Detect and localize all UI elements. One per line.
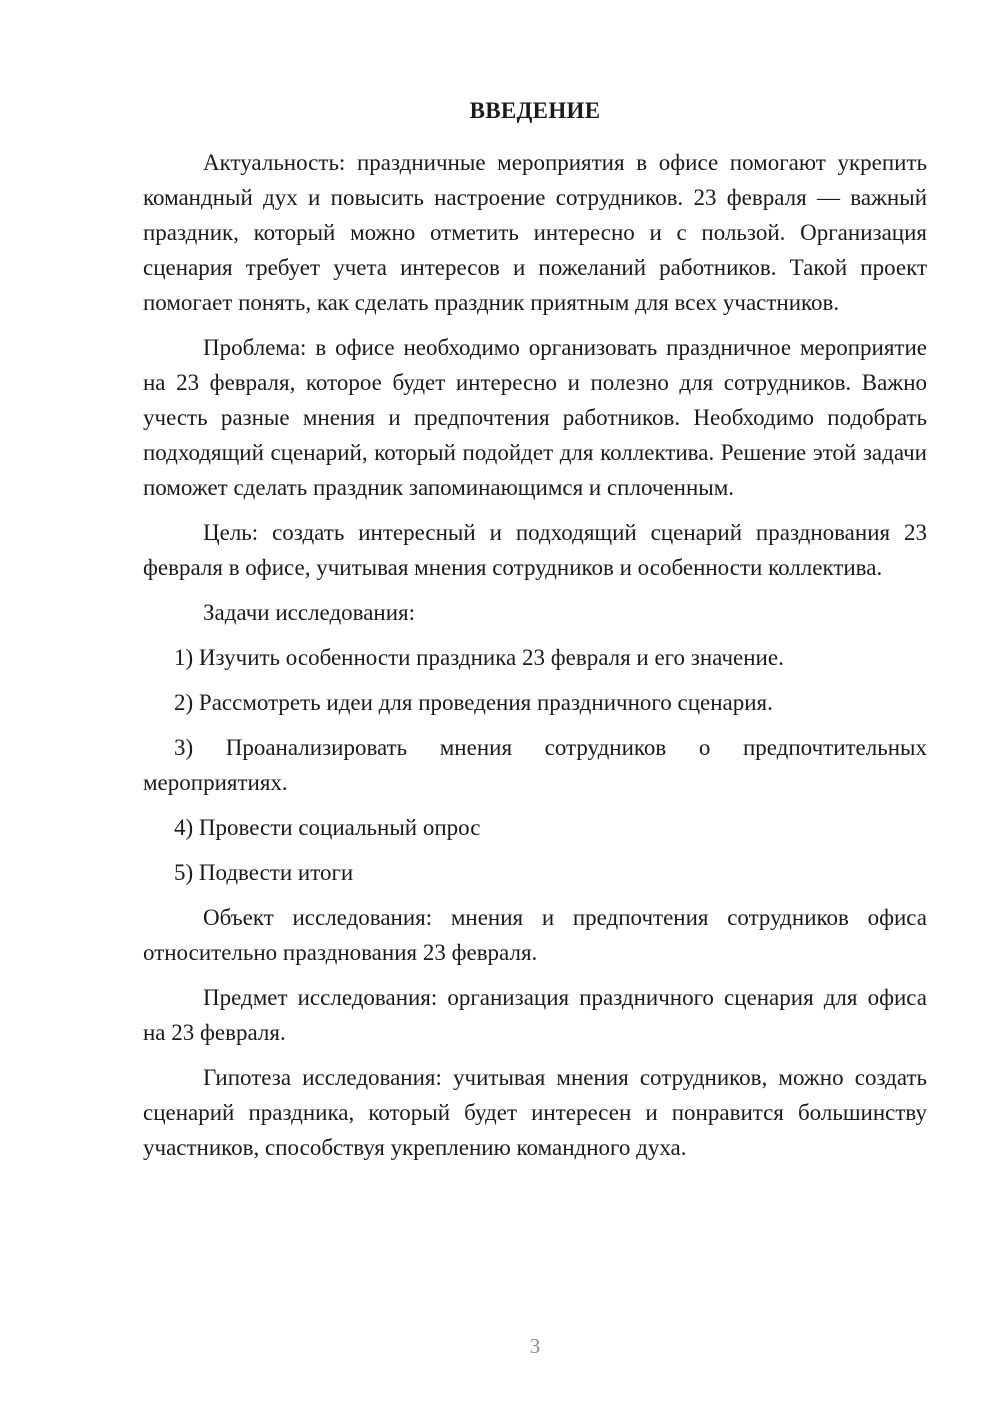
object-paragraph: Объект исследования: мнения и предпочтения сотрудников офиса относительно празднования 23 февраля.: [143, 905, 927, 965]
relevance-paragraph: Актуальность: праздничные мероприятия в офисе помогают укрепить командный дух и повысить настроение сотрудников. 23 февраля — важный праздник, который можно отметить интересно и с пользой. Организация сценария требует учета интересов и пожеланий работников. Такой проект помогает понять, как сделать праздник приятным для всех участников.: [143, 150, 927, 315]
tasks-intro-paragraph: Задачи исследования:: [203, 600, 416, 625]
hypothesis-paragraph: Гипотеза исследования: учитывая мнения сотрудников, можно создать сценарий праздника, который будет интересен и понравится большинству участников, способствуя укреплению командного духа.: [143, 1065, 927, 1160]
goal-paragraph: Цель: создать интересный и подходящий сценарий празднования 23 февраля в офисе, учитывая мнения сотрудников и особенности коллектива.: [143, 520, 927, 580]
section-heading: ВВЕДЕНИЕ: [469, 98, 601, 123]
task-item-4: 4) Провести социальный опрос: [174, 815, 481, 840]
task-item-2: 2) Рассмотреть идеи для проведения праздничного сценария.: [174, 690, 773, 715]
subject-paragraph: Предмет исследования: организация праздничного сценария для офиса на 23 февраля.: [143, 985, 927, 1045]
page-number: 3: [529, 1334, 541, 1358]
document-body: [143, 93, 927, 1175]
task-item-1: 1) Изучить особенности праздника 23 февраля и его значение.: [174, 645, 784, 670]
problem-paragraph: Проблема: в офисе необходимо организовать праздничное мероприятие на 23 февраля, которое будет интересно и полезно для сотрудников. Важно учесть разные мнения и предпочтения работников. Необходимо подобрать подходящий сценарий, который подойдет для коллектива. Решение этой задачи поможет сделать праздник запоминающимся и сплоченным.: [143, 335, 927, 500]
task-item-5: 5) Подвести итоги: [174, 860, 354, 885]
task-item-3: 3) Проанализировать мнения сотрудников о предпочтительных мероприятиях.: [143, 735, 927, 795]
